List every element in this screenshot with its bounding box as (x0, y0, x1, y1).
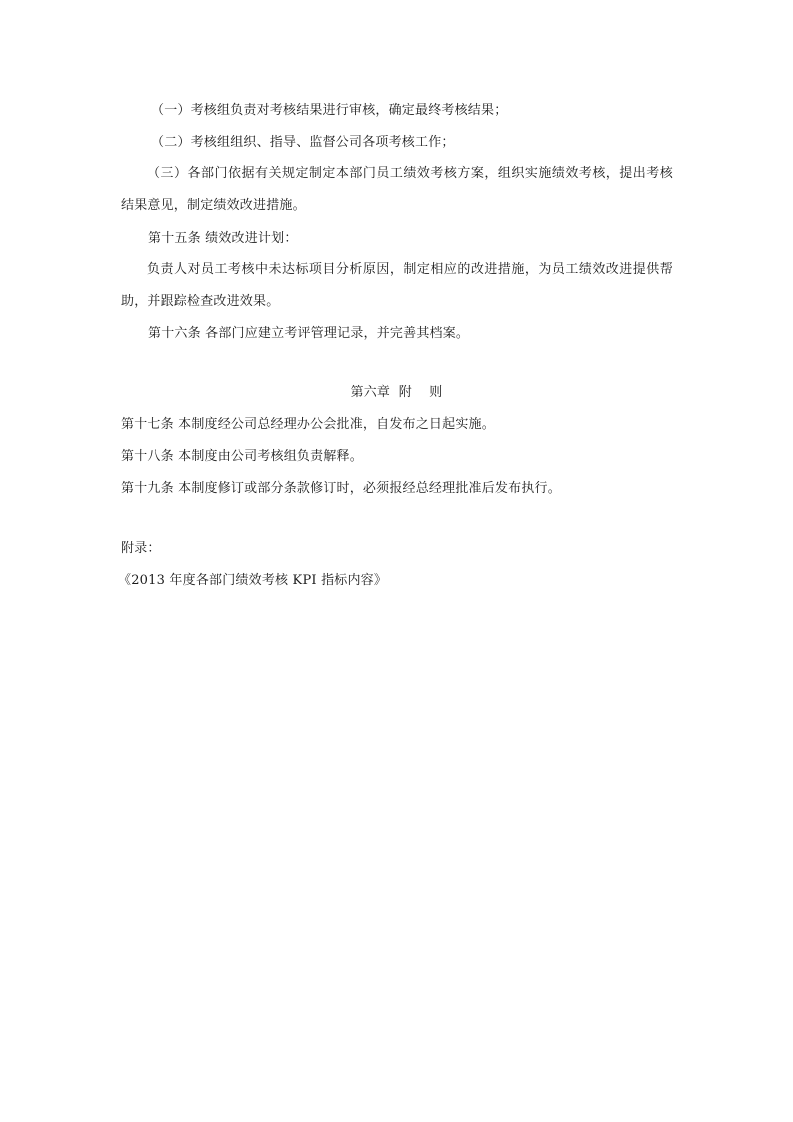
clause-item-2: （二）考核组组织、指导、监督公司各项考核工作； (151, 135, 455, 150)
article-18: 第十八条 本制度由公司考核组负责解释。 (121, 449, 363, 464)
article-15-body: 负责人对员工考核中未达标项目分析原因，制定相应的改进措施，为员工绩效改进提供帮助，并跟踪检查改进效果。 (121, 262, 673, 309)
article-16: 第十六条 各部门应建立考评管理记录，并完善其档案。 (148, 326, 470, 341)
article-15-body-block (121, 254, 673, 318)
chapter-6-title: 第六章 附 则 (350, 385, 443, 400)
clause-item-1: （一）考核组负责对考核结果进行审核，确定最终考核结果； (151, 103, 508, 118)
article-15-heading: 第十五条 绩效改进计划： (148, 231, 298, 246)
article-19: 第十九条 本制度修订或部分条款修订时，必须报经总经理批准后发布执行。 (121, 481, 561, 496)
clause-item-3: （三）各部门依据有关规定制定本部门员工绩效考核方案，组织实施绩效考核，提出考核结果意见，制定绩效改进措施。 (121, 166, 673, 213)
article-17: 第十七条 本制度经公司总经理办公会批准，自发布之日起实施。 (121, 417, 495, 432)
clause-item-3-block (121, 158, 673, 222)
appendix-label: 附录： (121, 541, 161, 556)
appendix-item: 《2013 年度各部门绩效考核 KPI 指标内容》 (118, 573, 388, 588)
